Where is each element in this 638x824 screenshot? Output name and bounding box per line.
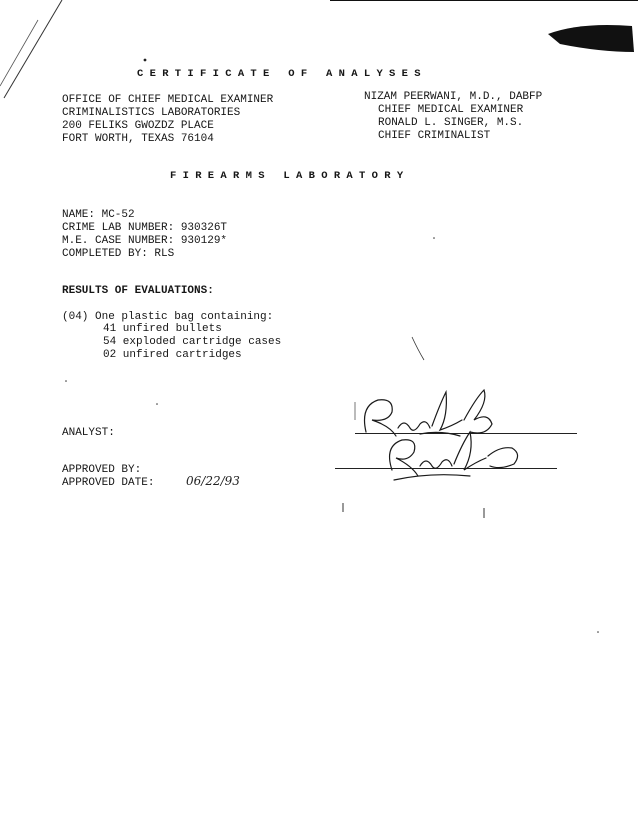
results-sub-2: 54 exploded cartridge cases (103, 336, 282, 348)
staff-line-3: RONALD L. SINGER, M.S. (378, 117, 524, 129)
staff-line-1: NIZAM PEERWANI, M.D., DABFP (364, 91, 543, 103)
results-item: (04) One plastic bag containing: (62, 311, 274, 323)
lab-title: F I R E A R M S L A B O R A T O R Y (170, 170, 404, 182)
office-line-1: OFFICE OF CHIEF MEDICAL EXAMINER (62, 94, 274, 106)
me-case-number: M.E. CASE NUMBER: 930129* (62, 235, 228, 247)
analyst-signature (365, 390, 493, 436)
approver-signature (390, 432, 518, 480)
results-heading: RESULTS OF EVALUATIONS: (62, 285, 214, 297)
staff-line-4: CHIEF CRIMINALIST (378, 130, 491, 142)
approved-by-label: APPROVED BY: (62, 464, 142, 476)
approved-date-value: 06/22/93 (186, 474, 240, 488)
results-sub-3: 02 unfired cartridges (103, 349, 242, 361)
office-line-2: CRIMINALISTICS LABORATORIES (62, 107, 241, 119)
approved-date-label: APPROVED DATE: (62, 477, 155, 489)
results-sub-1: 41 unfired bullets (103, 323, 222, 335)
case-name: NAME: MC-52 (62, 209, 135, 221)
crime-lab-number: CRIME LAB NUMBER: 930326T (62, 222, 228, 234)
completed-by: COMPLETED BY: RLS (62, 248, 175, 260)
staff-line-2: CHIEF MEDICAL EXAMINER (378, 104, 524, 116)
office-line-3: 200 FELIKS GWOZDZ PLACE (62, 120, 214, 132)
office-line-4: FORT WORTH, TEXAS 76104 (62, 133, 214, 145)
analyst-label: ANALYST: (62, 427, 115, 439)
certificate-title: C E R T I F I C A T E O F A N A L Y S E S (137, 68, 421, 80)
